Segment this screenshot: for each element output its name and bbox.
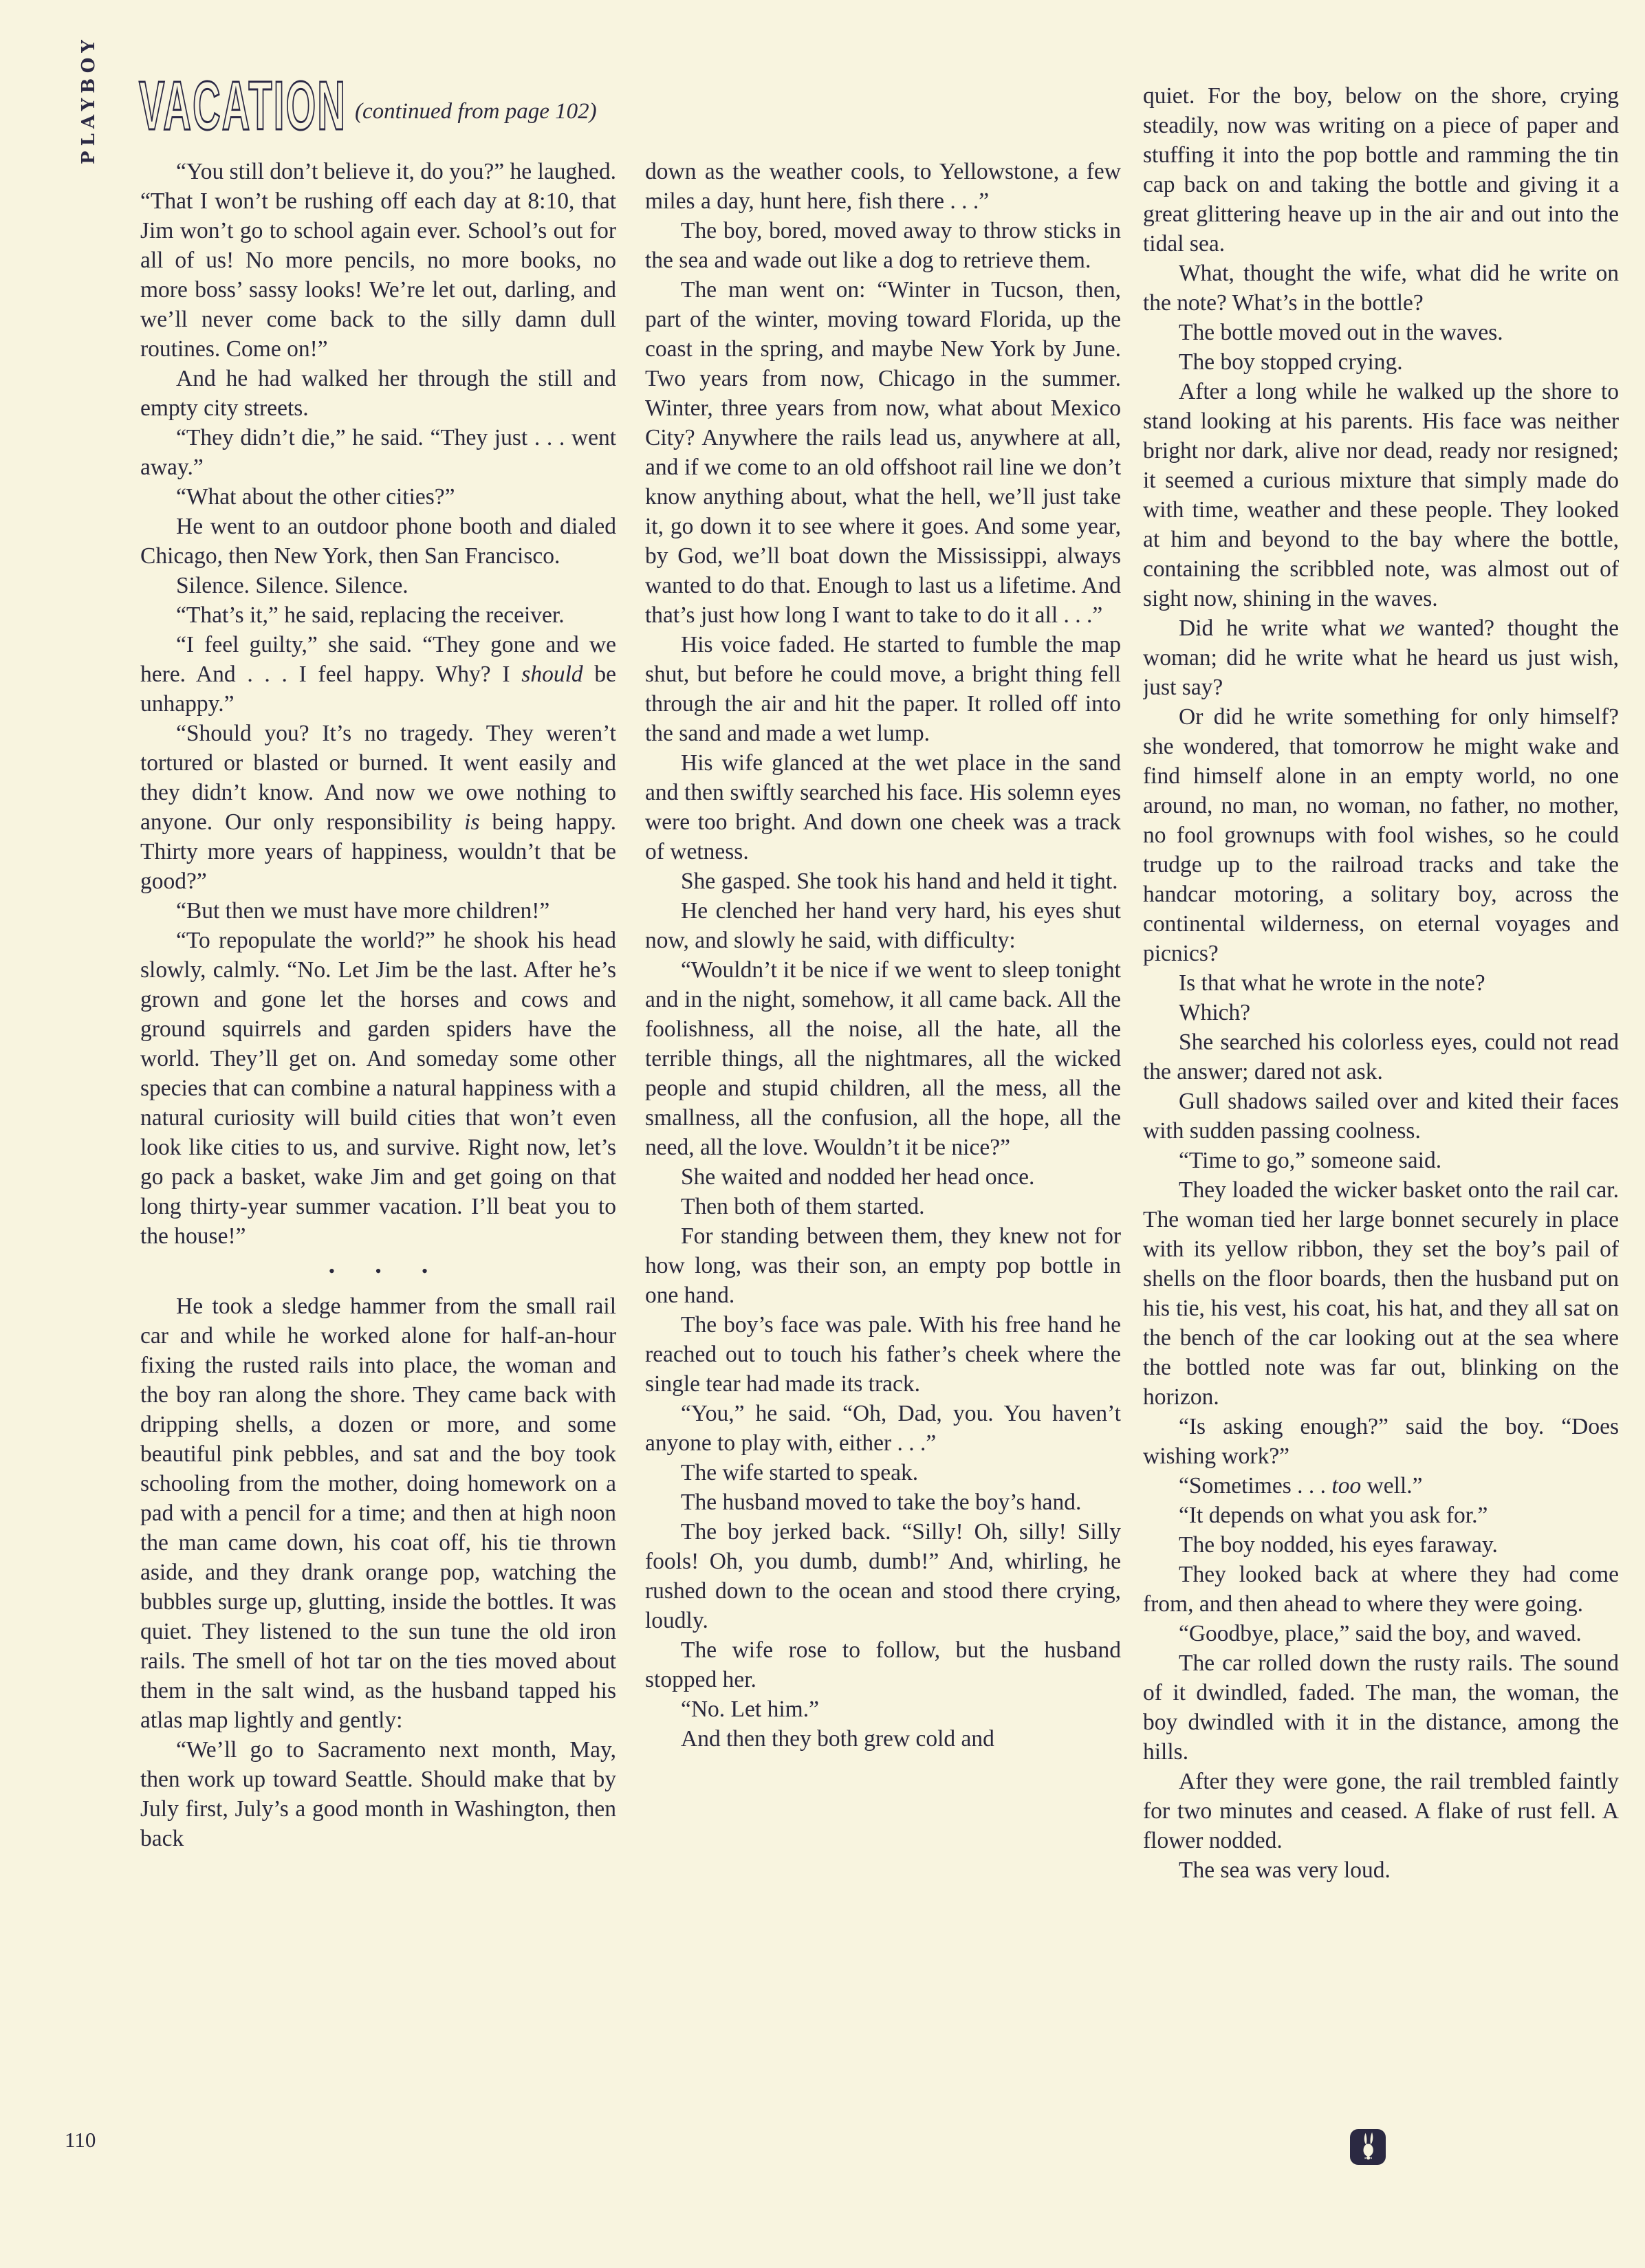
story-paragraph: And he had walked her through the still and empty city streets. [140,366,616,421]
story-paragraph: “I feel guilty,” she said. “They gone and we here. And . . . I feel happy. Why? I should be unhappy.” [140,632,616,717]
story-paragraph: He went to an outdoor phone booth and dialed Chicago, then New York, then San Francisco. [140,514,616,569]
story-paragraph: What, thought the wife, what did he write on the note? What’s in the bottle? [1143,261,1619,316]
story-paragraph: For standing between them, they knew not for how long, was their son, an empty pop bottle in one hand. [645,1223,1121,1308]
story-paragraph: “No. Let him.” [681,1697,819,1722]
story-paragraph: His wife glanced at the wet place in the sand and then swiftly searched his face. His solemn eyes were too bright. And down one cheek was a track of wetness. [645,750,1121,864]
rabbit-head-icon [1350,2129,1386,2165]
story-title: VACATION [139,67,347,144]
story-paragraph: The boy’s face was pale. With his free hand he reached out to touch his father’s cheek where the single tear had made its track. [645,1312,1121,1397]
story-paragraph: “You,” he said. “Oh, Dad, you. You haven’t anyone to play with, either . . .” [645,1401,1121,1456]
story-paragraph: They looked back at where they had come from, and then ahead to where they were going. [1143,1562,1619,1617]
story-paragraph: down as the weather cools, to Yellowstone, a few miles a day, hunt here, fish there . . .” [645,159,1121,214]
story-paragraph: The boy nodded, his eyes faraway. [1179,1532,1498,1558]
story-paragraph: The boy stopped crying. [1179,349,1403,375]
story-paragraph: “Wouldn’t it be nice if we went to sleep tonight and in the night, somehow, it all came back. All the foolishness, all the noise, all the hate, all the terrible things, all the nightmares, all the wicked people and stupid children, all the mess, all the smallness, all the confusion, all the hope, all the need, all the love. Wouldn’t it be nice?” [645,957,1121,1160]
story-paragraph: Did he write what we wanted? thought the woman; did he write what he heard us just wish, just say? [1143,615,1619,700]
story-paragraph: They loaded the wicker basket onto the rail car. The woman tied her large bonnet securely in place with its yellow ribbon, they set the boy’s pail of shells on the floor boards, then the husband put on his tie, his vest, his coat, his hat, and they all sat on the bench of the car looking out at the sea where the bottled note was far out, blinking on the horizon. [1143,1177,1619,1410]
story-paragraph: After they were gone, the rail trembled faintly for two minutes and ceased. A flake of rust fell. A flower nodded. [1143,1769,1619,1853]
story-paragraph: Or did he write something for only himself? she wondered, that tomorrow he might wake and find himself alone in an empty world, no one around, no man, no woman, no father, no mother, no fool grownups with fool wishes, so he could trudge up to the railroad tracks and take the handcar motoring, a solitary boy, across the continental wilderness, on eternal voyages and picnics? [1143,704,1619,966]
page-number: 110 [65,2128,96,2152]
story-paragraph: The boy, bored, moved away to throw sticks in the sea and wade out like a dog to retrieve them. [645,218,1121,273]
continuation-note: (continued from page 102) [355,99,597,124]
story-paragraph: “But then we must have more children!” [176,898,550,924]
story-paragraph: His voice faded. He started to fumble the map shut, but before he could move, a bright thing fell through the air and hit the paper. It rolled off into the sand and made a wet lump. [645,632,1121,746]
story-paragraph: The man went on: “Winter in Tucson, then, part of the winter, moving toward Florida, up the coast in the spring, and maybe New York by June. Two years from now, Chicago in the summer. Winter, three years from now, what about Mexico City? Anywhere the rails lead us, anywhere at all, and if we come to an old offshoot rail line we don’t know anything about, what the hell, we’ll just take it, go down it to see where it goes. And some year, by God, we’ll boat down the Mississippi, always wanted to do that. Enough to last us a lifetime. And that’s just how long I want to take to do it all . . .” [645,277,1121,628]
story-paragraph: Gull shadows sailed over and kited their faces with sudden passing coolness. [1143,1089,1619,1144]
story-paragraph: The boy jerked back. “Silly! Oh, silly! Silly fools! Oh, you dumb, dumb!” And, whirling, he rushed down to the ocean and stood there crying, loudly. [645,1519,1121,1633]
story-paragraph: Then both of them started. [681,1194,925,1219]
story-paragraph: “It depends on what you ask for.” [1179,1503,1488,1528]
story-paragraph: Silence. Silence. Silence. [176,573,408,598]
story-paragraph: “That’s it,” he said, replacing the receiver. [176,602,565,628]
story-paragraph: “You still don’t believe it, do you?” he laughed. “That I won’t be rushing off each day at 8:10, that Jim won’t go to school again ever. School’s out for all of us! No more pencils, no more books, no more boss’ sassy looks! We’re let out, darling, and we’ll never come back to the silly damn dull routines. Come on!” [140,159,616,362]
story-paragraph: The sea was very loud. [1179,1857,1391,1883]
story-paragraph: “Is asking enough?” said the boy. “Does wishing work?” [1143,1414,1619,1469]
story-paragraph: The wife started to speak. [681,1460,919,1485]
story-paragraph: “To repopulate the world?” he shook his head slowly, calmly. “No. Let Jim be the last. After he’s grown and gone let the horses and cows and ground squirrels and garden spiders have the world. They’ll get on. And someday some other species that can combine a natural happiness with a natural curiosity will build cities that won’t even look like cities to us, and survive. Right now, let’s go pack a basket, wake Jim and get going on that long thirty-year summer vacation. I’ll beat you to the house!” [140,928,616,1249]
story-paragraph: The bottle moved out in the waves. [1179,320,1503,345]
story-paragraph: “Sometimes . . . too well.” [1179,1473,1423,1498]
story-paragraph: The car rolled down the rusty rails. The sound of it dwindled, faded. The man, the woman, the boy dwindled with it in the distance, among the hills. [1143,1650,1619,1765]
story-column-middle [645,157,1121,2179]
story-paragraph: The wife rose to follow, but the husband stopped her. [645,1637,1121,1692]
story-paragraph: She gasped. She took his hand and held it tight. [681,869,1118,894]
playboy-bunny-logo [1350,2129,1386,2165]
story-paragraph: Is that what he wrote in the note? [1179,970,1485,996]
story-column-right [1143,81,1619,2137]
story-column-left [140,157,616,2179]
story-paragraph: And then they both grew cold and [681,1726,994,1752]
story-paragraph: He took a sledge hammer from the small rail car and while he worked alone for half-an-hour fixing the rusted rails into place, the woman and the boy ran along the shore. They came back with dripping shells, a dozen or more, and some beautiful pink pebbles, and sat and the boy took schooling from the mother, doing homework on a pad with a pencil for a time; and then at high noon the man came down, his coat off, his tie thrown aside, and they drank orange pop, watching the bubbles surge up, glutting, inside the bottles. It was quiet. They listened to the sun tune the old iron rails. The smell of hot tar on the ties moved about them in the salt wind, as the husband tapped his atlas map lightly and gently: [140,1294,616,1733]
story-paragraph: “They didn’t die,” he said. “They just . . . went away.” [140,425,616,480]
story-paragraph: “We’ll go to Sacramento next month, May, then work up toward Seattle. Should make that by July first, July’s a good month in Washington, then back [140,1737,616,1851]
story-paragraph: She waited and nodded her head once. [681,1164,1035,1190]
story-paragraph: “Time to go,” someone said. [1179,1148,1442,1173]
story-paragraph: After a long while he walked up the shore to stand looking at his parents. His face was neither bright nor dark, alive nor dead, ready nor resigned; it seemed a curious mixture that simply made do with time, weather and these people. They looked at him and beyond to the bay where the bottle, containing the scribbled note, was almost out of sight now, shining in the waves. [1143,379,1619,611]
story-paragraph: She searched his colorless eyes, could not read the answer; dared not ask. [1143,1029,1619,1084]
story-paragraph: The husband moved to take the boy’s hand. [681,1490,1082,1515]
magazine-spine-label: PLAYBOY [78,35,99,164]
story-paragraph: He clenched her hand very hard, his eyes shut now, and slowly he said, with difficulty: [645,898,1121,953]
story-paragraph: “Goodbye, place,” said the boy, and waved. [1179,1621,1582,1646]
section-break: • • • [328,1261,428,1281]
story-paragraph: quiet. For the boy, below on the shore, crying steadily, now was writing on a piece of paper and stuffing it into the pop bottle and ramming the tin cap back on and taking the bottle and giving it a great glittering heave up in the air and out into the tidal sea. [1143,83,1619,257]
story-paragraph: “Should you? It’s no tragedy. They weren’t tortured or blasted or burned. It went easily and they didn’t know. And now we owe nothing to anyone. Our only responsibility is being happy. Thirty more years of happiness, wouldn’t that be good?” [140,721,616,894]
story-paragraph: “What about the other cities?” [176,484,455,510]
story-paragraph: Which? [1179,1000,1251,1025]
